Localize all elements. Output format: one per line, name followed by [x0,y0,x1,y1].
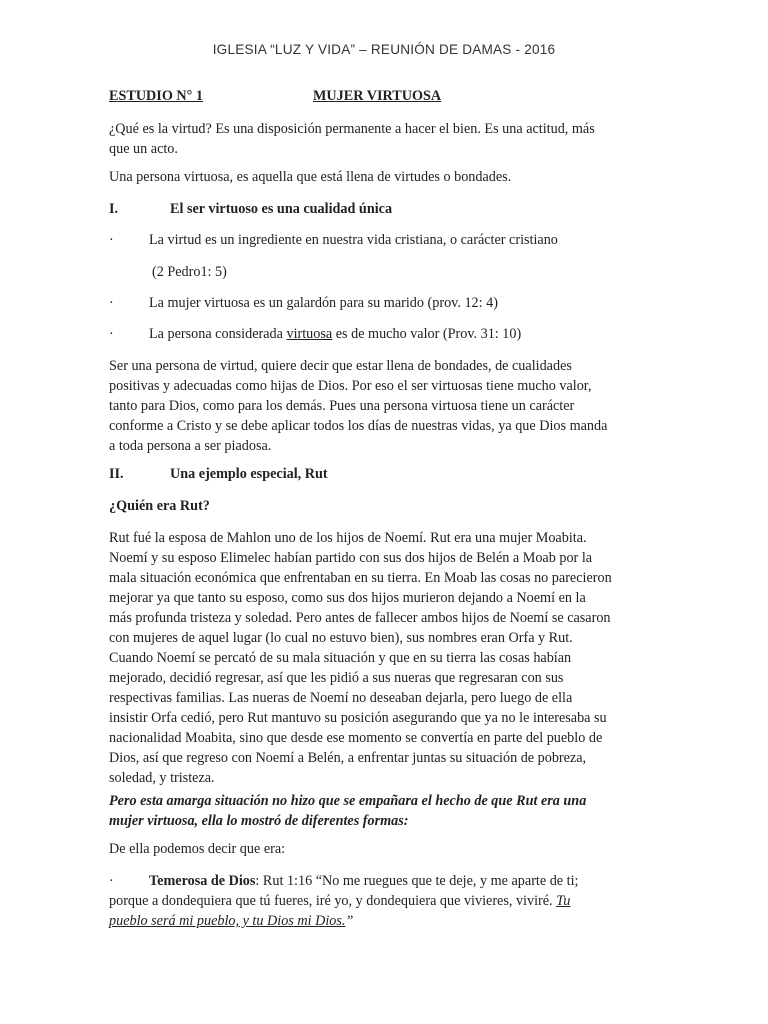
bullet-text: La virtud es un ingrediente en nuestra vida cristiana, o carácter cristiano [149,232,558,248]
verse-close-quote: ” [345,913,354,929]
paragraph-line: mejorar ya que tanto su esposo, como sus dos hijos murieron dejando a Noemí en la [109,590,586,606]
paragraph-line: conforme a Cristo y se debe aplicar todos los días de nuestras vidas, ya que Dios manda [109,418,608,434]
section-number: II. [109,466,124,482]
paragraph-line: con mujeres de aquel lugar (lo cual no estuvo bien), sus nombres eran Orfa y Rut. [109,630,573,646]
verse-underlined: Tu [556,893,571,909]
section-heading-2 [109,464,669,484]
intro-definition: Una persona virtuosa, es aquella que está llena de virtudes o bondades. [109,169,512,185]
paragraph-line: Rut fué la esposa de Mahlon uno de los hijos de Noemí. Rut era una mujer Moabita. [109,530,587,546]
paragraph-line: mejorado, decidió regresar, así que les pidió a sus nueras que regresaran con sus [109,670,564,686]
bullet-text: es de mucho valor (Prov. 31: 10) [332,326,522,342]
paragraph-line: Cuando Noemí se percató de su mala situación y que en su tierra las cosas habían [109,650,572,666]
bullet-marker: · [109,326,114,342]
paragraph-line: tanto para Dios, como para los demás. Pues una persona virtuosa tiene un carácter [109,398,575,414]
paragraph-line: más profunda tristeza y soledad. Pero antes de fallecer ambos hijos de Noemí se casaron [109,610,611,626]
final-line-1 [109,871,669,891]
final-bullet [109,871,669,931]
intro-line: que un acto. [109,141,178,157]
paragraph-line: Ser una persona de virtud, quiere decir que estar llena de bondades, de cualidades [109,358,572,374]
paragraph-line: a toda persona a ser piadosa. [109,438,272,454]
verse-underlined: pueblo será mi pueblo, y tu Dios mi Dios. [109,913,346,929]
section-heading-1 [109,199,669,219]
bullet-text: La mujer virtuosa es un galardón para su marido (prov. 12: 4) [149,295,498,311]
paragraph-line: Noemí y su esposo Elimelec habían partido con sus dos hijos de Belén a Moab por la [109,550,593,566]
bullet-item [109,293,669,313]
paragraph-line: mala situación económica que enfrentaban en su tierra. En Moab las cosas no parecieron [109,570,612,586]
page-header: IGLESIA “LUZ Y VIDA” – REUNIÓN DE DAMAS - 2016 [212,42,556,57]
bullet-marker: · [109,873,114,889]
study-label: ESTUDIO N° 1 [109,88,203,104]
intro-line: ¿Qué es la virtud? Es una disposición permanente a hacer el bien. Es una actitud, más [109,121,595,137]
section-title: Una ejemplo especial, Rut [170,466,328,482]
section-number: I. [109,201,119,217]
lead-line: De ella podemos decir que era: [109,841,286,857]
paragraph-virtue [109,356,669,456]
intro-paragraph [109,119,669,159]
paragraph-line: positivas y adecuadas como hijas de Dios. Por eso el ser virtuosas tiene mucho valor, [109,378,592,394]
bullet-text: La persona considerada [149,326,287,342]
section-title: El ser virtuoso es una cualidad única [170,201,393,217]
final-line-2 [109,891,669,911]
emphasis-paragraph [109,791,669,831]
emphasis-line: mujer virtuosa, ella lo mostró de diferentes formas: [109,813,409,829]
emphasis-line: Pero esta amarga situación no hizo que se empañara el hecho de que Rut era una [109,793,587,809]
verse-text: : Rut 1:16 “No me ruegues que te deje, y me aparte de ti; [255,873,579,889]
bullet-marker: · [109,232,114,248]
study-title: MUJER VIRTUOSA [313,88,442,104]
verse-text: porque a dondequiera que tú fueres, iré yo, y dondequiera que vivieres, viviré. [109,893,557,909]
bullet-marker: · [109,295,114,311]
trait-label: Temerosa de Dios [149,873,256,889]
bullet-item [109,230,669,250]
bullet-item [109,324,669,344]
paragraph-line: nacionalidad Moabita, sino que desde ese momento se convertía en parte del pueblo de [109,730,603,746]
paragraph-rut [109,528,669,788]
question-heading: ¿Quién era Rut? [109,498,210,514]
final-line-3 [109,911,669,931]
underlined-word: virtuosa [286,326,333,342]
paragraph-line: respectivas familias. Las nueras de Noemí no deseaban dejarla, pero luego de ella [109,690,573,706]
paragraph-line: soledad, y tristeza. [109,770,215,786]
study-title-row [109,86,669,106]
bullet-reference: (2 Pedro1: 5) [152,264,227,280]
paragraph-line: insistir Orfa cedió, pero Rut mantuvo su posición asegurando que ya no le interesaba su [109,710,607,726]
paragraph-line: Dios, así que regreso con Noemí a Belén, a enfrentar juntas su situación de pobreza, [109,750,587,766]
